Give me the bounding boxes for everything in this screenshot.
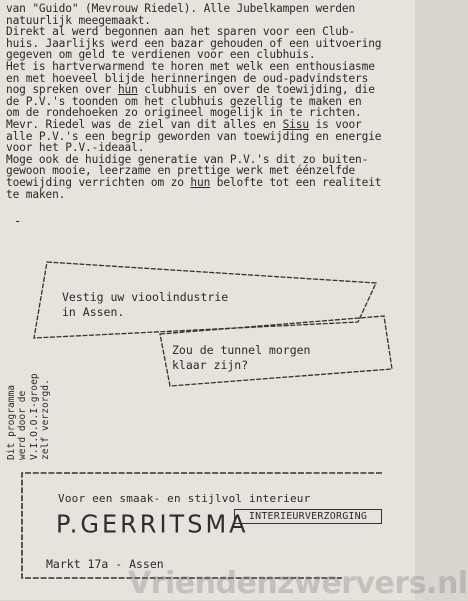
program-note-line: Dit programma xyxy=(6,384,17,460)
article-line: gewoon mooie, leerzame en prettige werk met éénzelfde xyxy=(6,164,356,178)
article-line: voor het P.V.-ideaal. xyxy=(6,141,145,155)
article-line: en met hoeveel blijde herinneringen de oud-padvindsters xyxy=(6,71,369,85)
article-line: toewijding verrichten om zo hun belofte tot een realiteit xyxy=(6,175,382,189)
advert-brand: P.GERRITSMA xyxy=(56,509,249,539)
article-line: van "Guido" (Mevrouw Riedel). Alle Jubelkampen werden xyxy=(6,2,356,15)
article-line: natuurlijk meegemaakt. xyxy=(6,13,151,27)
site-watermark: Vriendenzwervers.nl xyxy=(128,566,468,601)
tunnel-ad-line: klaar zijn? xyxy=(172,358,249,372)
article-line: om de rondehoeken zo origineel mogelijk in te richten. xyxy=(6,106,362,120)
article-line: Mevr. Riedel was de ziel van dit alles en Sisu is voor xyxy=(6,117,362,131)
article-line: de P.V.'s toonden om het clubhuis gezellig te maken en xyxy=(6,94,362,108)
separator-dash: - xyxy=(14,214,22,228)
article-line: Moge ook de huidige generatie van P.V.'s dit zo buiten- xyxy=(6,152,369,166)
advert-tagline: Voor een smaak- en stijlvol interieur xyxy=(58,492,311,505)
article-line: te maken. xyxy=(6,187,66,201)
program-note-line: werd door de xyxy=(17,390,29,460)
violin-ad-line: Vestig uw vioolindustrie xyxy=(62,290,229,304)
tunnel-ad-text xyxy=(172,343,310,373)
article-line: Het is hartverwarmend te horen met welk een enthousiasme xyxy=(6,59,375,73)
program-note-line: zelf verzorgd. xyxy=(39,379,51,460)
tunnel-ad-line: Zou de tunnel morgen xyxy=(172,343,311,357)
program-note-line: V.I.O.O.I-groep xyxy=(28,373,40,460)
article-line: Direkt al werd begonnen aan het sparen voor een Club- xyxy=(6,25,356,39)
article-line: nog spreken over hun clubhuis en over de toewijding, die xyxy=(6,83,375,97)
article-line: alle P.V.'s een begrip geworden van toewijding en energie xyxy=(6,129,382,143)
program-note xyxy=(6,345,64,460)
advert-badge: INTERIEURVERZORGING xyxy=(234,509,382,524)
violin-ad-line: in Assen. xyxy=(62,305,125,319)
violin-ad-text xyxy=(62,290,228,320)
advert-address: Markt 17a - Assen xyxy=(46,557,164,571)
article-line: gegeven om geld te verdienen voor een clubhuis. xyxy=(6,48,316,62)
article-line: huis. Jaarlijks werd een bazar gehouden of een uitvoering xyxy=(6,36,382,50)
